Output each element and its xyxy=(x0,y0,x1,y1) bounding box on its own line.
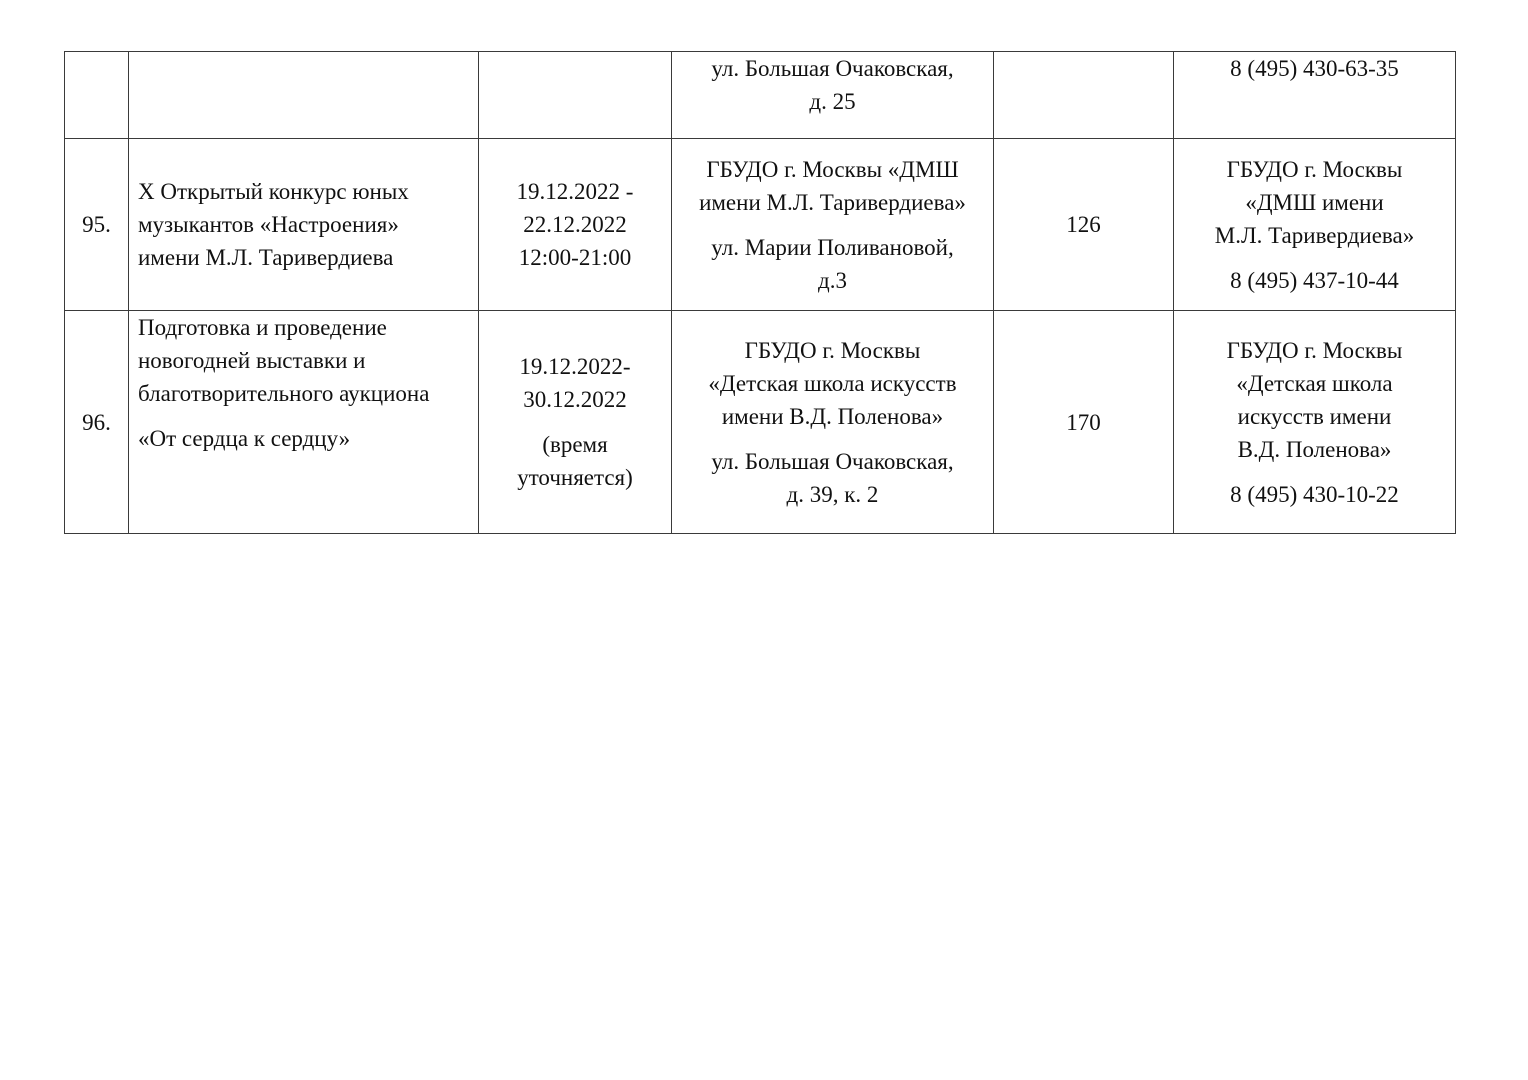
place-address-line: ул. Большая Очаковская, xyxy=(711,448,954,474)
row-number-cell: 95. xyxy=(65,139,129,311)
organizer-phone: 8 (495) 437-10-44 xyxy=(1230,267,1399,293)
place-address-line: ул. Большая Очаковская, xyxy=(711,56,954,81)
table-row xyxy=(65,139,1456,311)
event-name-line: X Открытый конкурс юных xyxy=(138,179,409,204)
place-address-line: д. 25 xyxy=(809,89,856,114)
place-address-line: д.3 xyxy=(818,267,847,293)
event-place-cell xyxy=(672,52,994,139)
organizer-cell xyxy=(1174,52,1456,139)
participants-count-cell: 126 xyxy=(994,139,1174,311)
event-time-note: (время xyxy=(542,432,608,457)
event-name-cell xyxy=(129,52,479,139)
organizer-name-line: «Детская школа xyxy=(1236,370,1393,396)
organizer-phone: 8 (495) 430-63-35 xyxy=(1230,56,1399,81)
events-table xyxy=(64,51,1456,534)
event-name-line: Подготовка и проведение xyxy=(138,315,387,340)
event-name-quote: «От сердца к сердцу» xyxy=(138,426,351,451)
row-number-cell xyxy=(65,52,129,139)
event-name-line: музыкантов «Настроения» xyxy=(138,212,399,237)
organizer-name-line: ГБУДО г. Москвы xyxy=(1226,337,1403,363)
organizer-cell xyxy=(1174,311,1456,534)
organizer-name-line: ГБУДО г. Москвы xyxy=(1226,156,1403,182)
event-date-line: 22.12.2022 xyxy=(523,212,627,237)
event-place-cell xyxy=(672,139,994,311)
event-name-line: имени М.Л. Таривердиева xyxy=(138,245,394,270)
event-date-line: 19.12.2022 - xyxy=(516,179,634,204)
organizer-name-line: искусств имени xyxy=(1237,403,1392,429)
event-date-line: 30.12.2022 xyxy=(523,387,627,412)
participants-count-cell: 170 xyxy=(994,311,1174,534)
event-date-cell xyxy=(479,139,672,311)
row-number-cell: 96. xyxy=(65,311,129,534)
event-time-line: 12:00-21:00 xyxy=(518,245,632,270)
table-row xyxy=(65,52,1456,139)
event-date-line: 19.12.2022- xyxy=(519,354,631,379)
organizer-phone: 8 (495) 430-10-22 xyxy=(1230,481,1399,507)
event-date-cell xyxy=(479,52,672,139)
organizer-cell xyxy=(1174,139,1456,311)
place-org-line: ГБУДО г. Москвы xyxy=(744,337,921,363)
event-name-cell xyxy=(129,139,479,311)
table-row xyxy=(65,311,1456,534)
event-place-cell xyxy=(672,311,994,534)
organizer-name-line: М.Л. Таривердиева» xyxy=(1214,222,1415,248)
place-address-line: ул. Марии Поливановой, xyxy=(711,234,954,260)
event-name-line: благотворительного аукциона xyxy=(138,381,430,406)
event-name-line: новогодней выставки и xyxy=(138,348,366,373)
event-time-note: уточняется) xyxy=(517,465,633,490)
event-date-cell xyxy=(479,311,672,534)
place-org-line: «Детская школа искусств xyxy=(708,370,957,396)
event-name-cell xyxy=(129,311,479,534)
place-org-line: имени М.Л. Таривердиева» xyxy=(699,189,966,215)
organizer-name-line: В.Д. Поленова» xyxy=(1237,436,1392,462)
participants-count-cell xyxy=(994,52,1174,139)
place-org-line: имени В.Д. Поленова» xyxy=(721,403,944,429)
place-org-line: ГБУДО г. Москвы «ДМШ xyxy=(706,156,959,182)
organizer-name-line: «ДМШ имени xyxy=(1245,189,1384,215)
place-address-line: д. 39, к. 2 xyxy=(786,481,879,507)
